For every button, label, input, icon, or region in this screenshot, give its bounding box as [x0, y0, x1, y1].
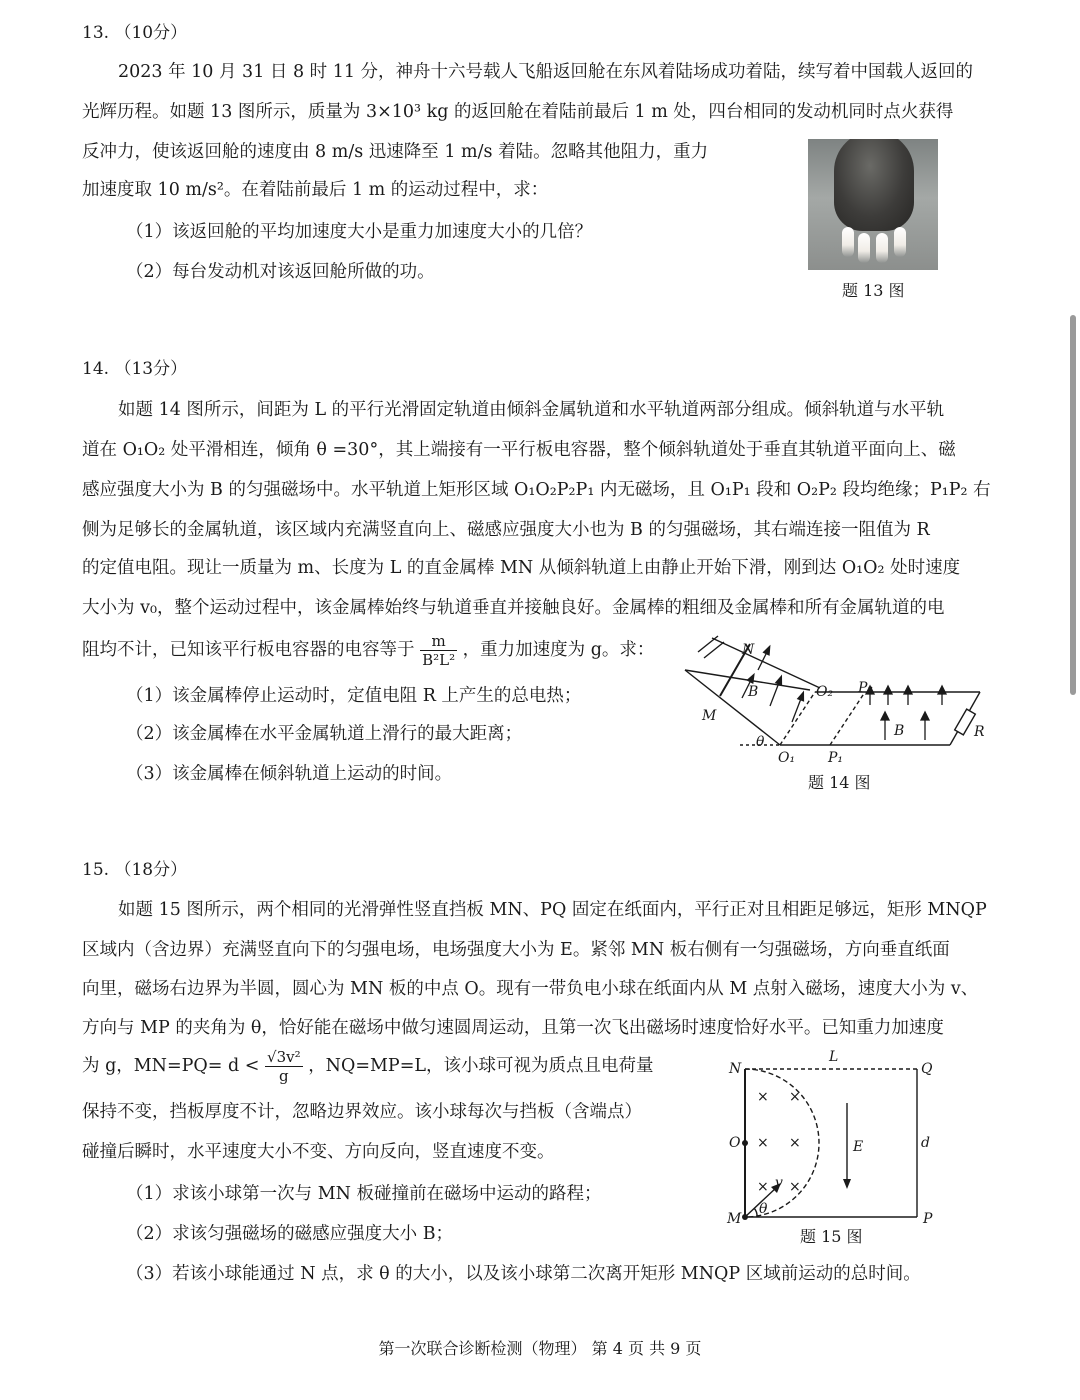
field-cross: ×	[757, 1135, 769, 1151]
condition-denominator: g	[279, 1067, 289, 1085]
p1p2-boundary	[830, 692, 865, 745]
q14-line-1: 如题 14 图所示，间距为 L 的平行光滑固定轨道由倾斜金属轨道和水平轨道两部分组成。倾斜轨道与水平轨	[118, 400, 945, 420]
resistor-r	[955, 709, 976, 735]
q15-subquestion-1: （1）求该小球第一次与 MN 板碰撞前在磁场中运动的路程；	[126, 1184, 602, 1204]
label-l: L	[829, 1049, 839, 1065]
label-q: Q	[921, 1061, 933, 1077]
q15-line-7: 碰撞后瞬时，水平速度大小不变、方向反向，竖直速度不变。	[82, 1142, 555, 1162]
point-m	[742, 1214, 748, 1220]
label-e: E	[853, 1139, 864, 1155]
condition-text-post: ，NQ=MP=L，该小球可视为质点且电荷量	[308, 1056, 654, 1076]
field-cross: ×	[789, 1135, 801, 1151]
q13-figure-caption: 题 13 图	[842, 281, 905, 300]
scrollbar-track[interactable]	[1066, 0, 1080, 1400]
label-m: M	[702, 708, 717, 724]
q15-field-diagram	[725, 1045, 945, 1225]
q13-subquestion-1: （1）该返回舱的平均加速度大小是重力加速度大小的几倍？	[126, 222, 593, 242]
label-d: d	[921, 1135, 930, 1151]
label-b-horizontal: B	[894, 723, 905, 739]
label-n: N	[742, 642, 755, 658]
q13-line-1: 2023 年 10 月 31 日 8 时 11 分，神舟十六号载人飞船返回舱在东风着陆场成功着陆，续写着中国载人返回的	[118, 62, 974, 82]
q15-line-6: 保持不变，挡板厚度不计，忽略边界效应。该小球每次与挡板（含端点）	[82, 1102, 642, 1122]
q14-line-3: 感应强度大小为 B 的匀强磁场中。水平轨道上矩形区域 O₁O₂P₂P₁ 内无磁场，且 O₁P₁ 段和 O₂P₂ 段均绝缘；P₁P₂ 右	[82, 480, 991, 500]
label-o1: O₁	[778, 750, 796, 766]
capacitance-denominator: B²L²	[422, 651, 456, 669]
q14-line-6: 大小为 v₀，整个运动过程中，该金属棒始终与轨道垂直并接触良好。金属棒的粗细及金属棒和所有金属轨道的电	[82, 598, 945, 618]
capsule-shape	[834, 139, 914, 231]
page-footer: 第一次联合诊断检测（物理） 第 4 页 共 9 页	[378, 1339, 702, 1358]
q13-line-3: 反冲力，使该返回舱的速度由 8 m/s 迅速降至 1 m/s 着陆。忽略其他阻力，重力	[82, 142, 709, 162]
q15-line-3: 向里，磁场右边界为半圆，圆心为 MN 板的中点 O。现有一带负电小球在纸面内从 M 点射入磁场，速度大小为 v、	[82, 979, 979, 999]
q15-subquestion-2: （2）求该匀强磁场的磁感应强度大小 B；	[126, 1224, 454, 1244]
q15-figure-caption: 题 15 图	[800, 1227, 863, 1246]
q13-subquestion-2: （2）每台发动机对该返回舱所做的功。	[126, 262, 435, 282]
label-r: R	[974, 724, 985, 740]
angle-arc	[754, 1208, 757, 1217]
q14-line-2: 道在 O₁O₂ 处平滑相连，倾角 θ =30°，其上端接有一平行板电容器，整个倾斜轨道处于垂直其轨道平面向上、磁	[82, 440, 956, 460]
q14-subquestion-3: （3）该金属棒在倾斜轨道上运动的时间。	[126, 764, 453, 784]
label-v: v	[775, 1175, 783, 1191]
label-p1: P₁	[828, 750, 844, 766]
condition-fraction	[265, 1048, 303, 1085]
q14-subquestion-2: （2）该金属棒在水平金属轨道上滑行的最大距离；	[126, 724, 523, 744]
condition-text-pre: 为 g，MN=PQ= d <	[82, 1056, 260, 1076]
thruster-flame-3	[876, 233, 888, 263]
scrollbar-thumb[interactable]	[1070, 315, 1076, 695]
label-theta: θ	[756, 734, 765, 750]
q14-line-7	[82, 632, 654, 669]
field-cross: ×	[757, 1089, 769, 1105]
q15-line-4: 方向与 MP 的夹角为 θ，恰好能在磁场中做匀速圆周运动，且第一次飞出磁场时速度恰好水平。已知重力加速度	[82, 1018, 944, 1038]
field-cross: ×	[789, 1179, 801, 1195]
q13-heading: 13. （10分）	[82, 23, 188, 43]
label-o: O	[729, 1135, 741, 1151]
label-p: P	[923, 1211, 933, 1225]
label-theta: θ	[759, 1201, 768, 1217]
capacitance-fraction	[420, 632, 457, 669]
q14-heading: 14. （13分）	[82, 359, 188, 379]
point-o	[742, 1140, 748, 1146]
q15-heading: 15. （18分）	[82, 860, 188, 880]
q13-line-2: 光辉历程。如题 13 图所示，质量为 3×10³ kg 的返回舱在着陆前最后 1 m 处，四台相同的发动机同时点火获得	[82, 102, 954, 122]
thruster-flame-1	[842, 227, 854, 257]
thruster-flame-2	[858, 233, 870, 263]
capacitance-text-post: ，重力加速度为 g。求：	[462, 640, 655, 660]
q14-rail-diagram	[680, 630, 1000, 770]
capacitance-numerator: m	[420, 632, 457, 651]
thruster-flame-4	[894, 227, 906, 257]
q15-line-2: 区域内（含边界）充满竖直向下的匀强电场，电场强度大小为 E。紧邻 MN 板右侧有一匀强磁场，方向垂直纸面	[82, 940, 950, 960]
q14-figure-caption: 题 14 图	[808, 773, 871, 792]
label-b-incline: B	[748, 684, 759, 700]
inclined-rail-bottom	[685, 670, 780, 745]
capacitance-text-pre: 阻均不计，已知该平行板电容器的电容等于	[82, 640, 415, 660]
q14-subquestion-1: （1）该金属棒停止运动时，定值电阻 R 上产生的总电热；	[126, 686, 582, 706]
o1o2-boundary	[780, 692, 815, 745]
q15-line-1: 如题 15 图所示，两个相同的光滑弹性竖直挡板 MN、PQ 固定在纸面内，平行正对且相距足够远，矩形 MNQP	[118, 900, 987, 920]
q14-line-5: 的定值电阻。现让一质量为 m、长度为 L 的直金属棒 MN 从倾斜轨道上由静止开始下滑，刚到达 O₁O₂ 处时速度	[82, 558, 961, 578]
label-o2: O₂	[816, 684, 834, 700]
label-m: M	[727, 1211, 742, 1225]
field-cross: ×	[789, 1089, 801, 1105]
q13-line-4: 加速度取 10 m/s²。在着陆前最后 1 m 的运动过程中，求：	[82, 180, 549, 200]
q14-line-4: 侧为足够长的金属轨道，该区域内充满竖直向上、磁感应强度大小也为 B 的匀强磁场，其右端连接一阻值为 R	[82, 520, 930, 540]
q13-capsule-photo	[808, 139, 938, 270]
q15-line-5	[82, 1048, 654, 1085]
label-n: N	[729, 1061, 742, 1077]
condition-numerator: √3v²	[267, 1048, 301, 1066]
e-field-arrowhead	[843, 1179, 851, 1189]
label-p2: P₂	[858, 680, 874, 696]
field-cross: ×	[757, 1179, 769, 1195]
q15-subquestion-3: （3）若该小球能通过 N 点，求 θ 的大小，以及该小球第二次离开矩形 MNQP 区域前运动的总时间。	[126, 1264, 921, 1284]
